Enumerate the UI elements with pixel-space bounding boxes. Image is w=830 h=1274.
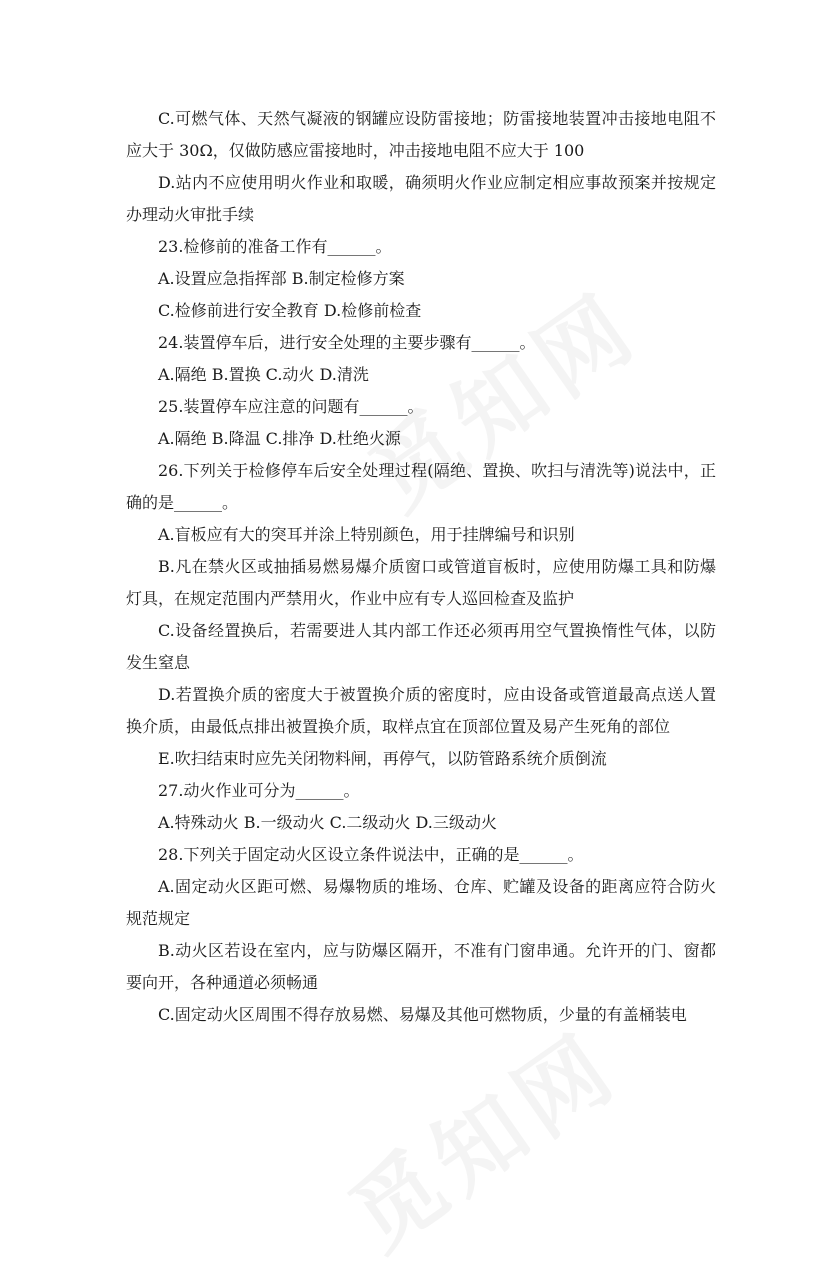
document-body — [126, 103, 716, 1031]
question: 24.装置停车后，进行安全处理的主要步骤有______。 — [158, 333, 536, 352]
question: 27.动火作业可分为______。 — [158, 781, 360, 800]
options: A.隔绝 B.降温 C.排净 D.杜绝火源 — [158, 429, 401, 448]
option: C.固定动火区周围不得存放易燃、易爆及其他可燃物质，少量的有盖桶装电 — [158, 1005, 687, 1024]
option: D.若置换介质的密度大于被置换介质的密度时，应由设备或管道最高点送人置换介质，由最低点排出被置换介质，取样点宜在顶部位置及易产生死角的部位 — [126, 685, 716, 736]
question: 25.装置停车应注意的问题有______。 — [158, 397, 424, 416]
paragraph: C.可燃气体、天然气凝液的钢罐应设防雷接地；防雷接地装置冲击接地电阻不应大于 30Ω，仅做防感应雷接地时，冲击接地电阻不应大于 100 — [126, 109, 716, 160]
option: B.凡在禁火区或抽插易燃易爆介质窗口或管道盲板时，应使用防爆工具和防爆灯具，在规定范围内严禁用火，作业中应有专人巡回检查及监护 — [126, 557, 716, 608]
option: A.盲板应有大的突耳并涂上特别颜色，用于挂牌编号和识别 — [158, 525, 575, 544]
options: C.检修前进行安全教育 D.检修前检查 — [158, 301, 422, 320]
question: 23.检修前的准备工作有______。 — [158, 237, 392, 256]
option: E.吹扫结束时应先关闭物料闸，再停气，以防管路系统介质倒流 — [158, 749, 607, 768]
option: A.固定动火区距可燃、易爆物质的堆场、仓库、贮罐及设备的距离应符合防火规范规定 — [126, 877, 716, 928]
watermark — [320, 996, 640, 1274]
question: 28.下列关于固定动火区设立条件说法中，正确的是______。 — [158, 845, 584, 864]
option: B.动火区若设在室内，应与防爆区隔开，不准有门窗串通。允许开的门、窗都要向开，各种通道必须畅通 — [126, 941, 716, 992]
question: 26.下列关于检修停车后安全处理过程(隔绝、置换、吹扫与清洗等)说法中，正确的是______。 — [126, 461, 716, 512]
options: A.特殊动火 B.一级动火 C.二级动火 D.三级动火 — [158, 813, 497, 832]
paragraph: D.站内不应使用明火作业和取暖，确须明火作业应制定相应事故预案并按规定办理动火审批手续 — [126, 173, 716, 224]
options: A.隔绝 B.置换 C.动火 D.清洗 — [158, 365, 369, 384]
options: A.设置应急指挥部 B.制定检修方案 — [158, 269, 405, 288]
option: C.设备经置换后，若需要进人其内部工作还必须再用空气置换惰性气体，以防发生窒息 — [126, 621, 716, 672]
